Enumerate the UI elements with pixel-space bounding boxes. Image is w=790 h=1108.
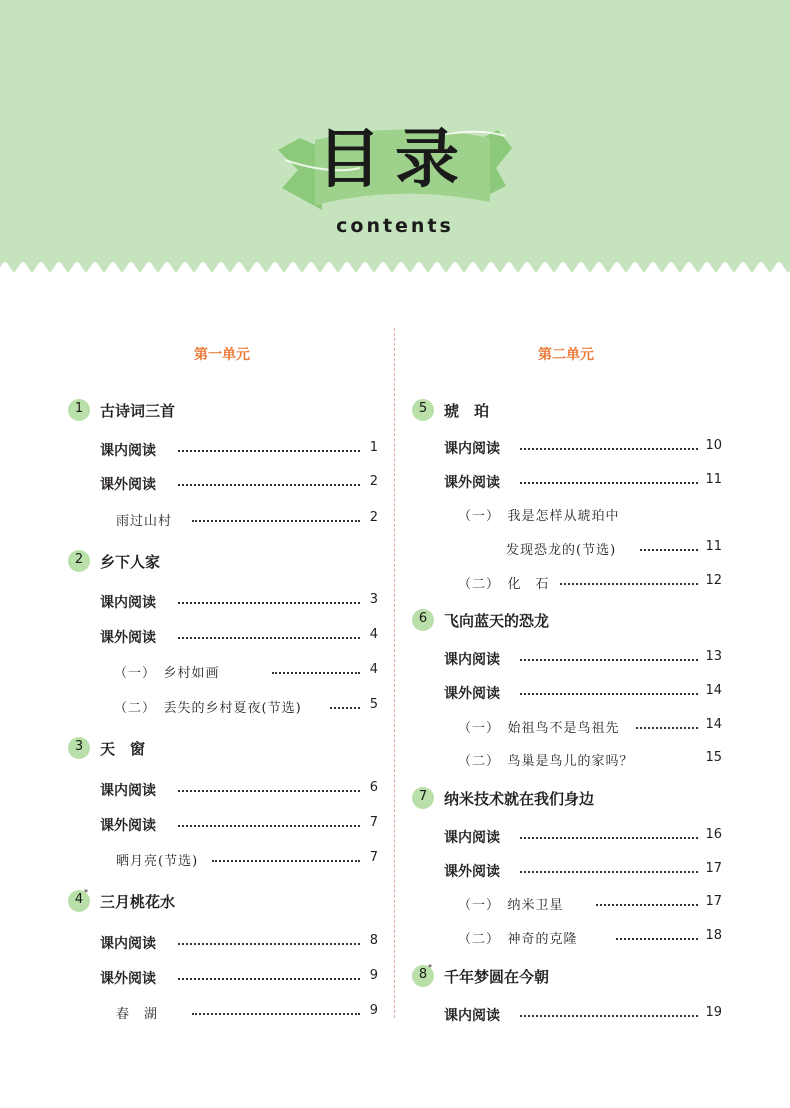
unit-title: 第一单元 xyxy=(194,347,250,363)
toc-entry[interactable]: 课外阅读 11 xyxy=(444,472,722,491)
toc-entry[interactable]: （一） 乡村如画 4 xyxy=(114,662,378,681)
toc-entry[interactable]: 课外阅读 14 xyxy=(444,683,722,702)
toc-entry[interactable]: 课外阅读 7 xyxy=(100,815,378,834)
lesson-title: 乡下人家 xyxy=(100,553,161,571)
page-subtitle: contents xyxy=(336,215,454,237)
page-number: 18 xyxy=(705,928,722,943)
page-number: 19 xyxy=(705,1005,722,1020)
toc-entry[interactable]: 课内阅读 8 xyxy=(100,933,378,952)
page-number: 17 xyxy=(705,894,722,909)
lesson-number-badge: 5 xyxy=(410,397,436,423)
page-number: 2 xyxy=(369,474,378,489)
page-number: 5 xyxy=(369,697,378,712)
toc-entry[interactable]: 课内阅读 19 xyxy=(444,1005,722,1024)
page-number: 17 xyxy=(705,861,722,876)
lesson-title: 天 窗 xyxy=(100,740,146,758)
column-divider xyxy=(394,328,395,1018)
page-number: 3 xyxy=(369,592,378,607)
lesson-number-badge: 6 xyxy=(410,607,436,633)
toc-entry[interactable]: 课外阅读 17 xyxy=(444,861,722,880)
lesson-title: 飞向蓝天的恐龙 xyxy=(444,612,550,630)
page-number: 9 xyxy=(369,1003,378,1018)
toc-entry[interactable]: 课内阅读 6 xyxy=(100,780,378,799)
page-number: 14 xyxy=(705,717,722,732)
page-number: 8 xyxy=(369,933,378,948)
page-number: 11 xyxy=(705,472,722,487)
toc-entry[interactable]: 课内阅读 1 xyxy=(100,440,378,459)
toc-entry[interactable]: 发现恐龙的(节选) 11 xyxy=(506,539,722,558)
page-number: 7 xyxy=(369,850,378,865)
toc-entry[interactable]: 课内阅读 13 xyxy=(444,649,722,668)
page-number: 12 xyxy=(705,573,722,588)
page-number: 10 xyxy=(705,438,722,453)
lesson-number-badge: 8 * xyxy=(410,963,436,989)
page-title: 目录 xyxy=(317,123,473,197)
page-number: 15 xyxy=(705,750,722,765)
page-number: 2 xyxy=(369,510,378,525)
toc-entry[interactable]: （二） 鸟巢是鸟儿的家吗？ 15 xyxy=(458,750,722,769)
toc-entry[interactable]: 雨过山村 2 xyxy=(116,510,378,529)
lesson-title: 千年梦圆在今朝 xyxy=(444,968,550,986)
page-number: 6 xyxy=(369,780,378,795)
toc-entry[interactable]: （二） 丢失的乡村夏夜(节选) 5 xyxy=(114,697,378,716)
lesson-title: 纳米技术就在我们身边 xyxy=(444,790,595,808)
toc-entry[interactable]: 课外阅读 2 xyxy=(100,474,378,493)
toc-entry[interactable]: 课内阅读 16 xyxy=(444,827,722,846)
page-number: 4 xyxy=(369,627,378,642)
lesson-title: 琥 珀 xyxy=(444,402,490,420)
toc-entry[interactable]: 春 湖 9 xyxy=(116,1003,378,1022)
lesson-number-badge: 3 xyxy=(66,735,92,761)
page-number: 14 xyxy=(705,683,722,698)
page-number: 13 xyxy=(705,649,722,664)
page-number: 9 xyxy=(369,968,378,983)
toc-entry[interactable]: 课外阅读 4 xyxy=(100,627,378,646)
unit-title: 第二单元 xyxy=(538,347,594,363)
lesson-number-badge: 2 xyxy=(66,548,92,574)
lesson-title: 三月桃花水 xyxy=(100,893,176,911)
lesson-number-badge: 7 xyxy=(410,785,436,811)
page-number: 7 xyxy=(369,815,378,830)
toc-entry[interactable]: 课内阅读 10 xyxy=(444,438,722,457)
header-banner xyxy=(0,0,790,285)
toc-entry[interactable]: （一） 始祖鸟不是鸟祖先 14 xyxy=(458,717,722,736)
toc-entry[interactable]: 课内阅读 3 xyxy=(100,592,378,611)
lesson-title: 古诗词三首 xyxy=(100,402,176,420)
lesson-number-badge: 4 * xyxy=(66,888,92,914)
toc-entry[interactable]: 课外阅读 9 xyxy=(100,968,378,987)
page-number: 11 xyxy=(705,539,722,554)
toc-entry[interactable]: （二） 化 石 12 xyxy=(458,573,722,592)
lesson-number-badge: 1 xyxy=(66,397,92,423)
toc-entry[interactable]: 晒月亮(节选) 7 xyxy=(116,850,378,869)
toc-entry[interactable]: （一） 我是怎样从琥珀中 xyxy=(458,509,620,524)
toc-entry[interactable]: （一） 纳米卫星 17 xyxy=(458,894,722,913)
page-number: 4 xyxy=(369,662,378,677)
page-number: 16 xyxy=(705,827,722,842)
page-number: 1 xyxy=(369,440,378,455)
toc-entry[interactable]: （二） 神奇的克隆 18 xyxy=(458,928,722,947)
